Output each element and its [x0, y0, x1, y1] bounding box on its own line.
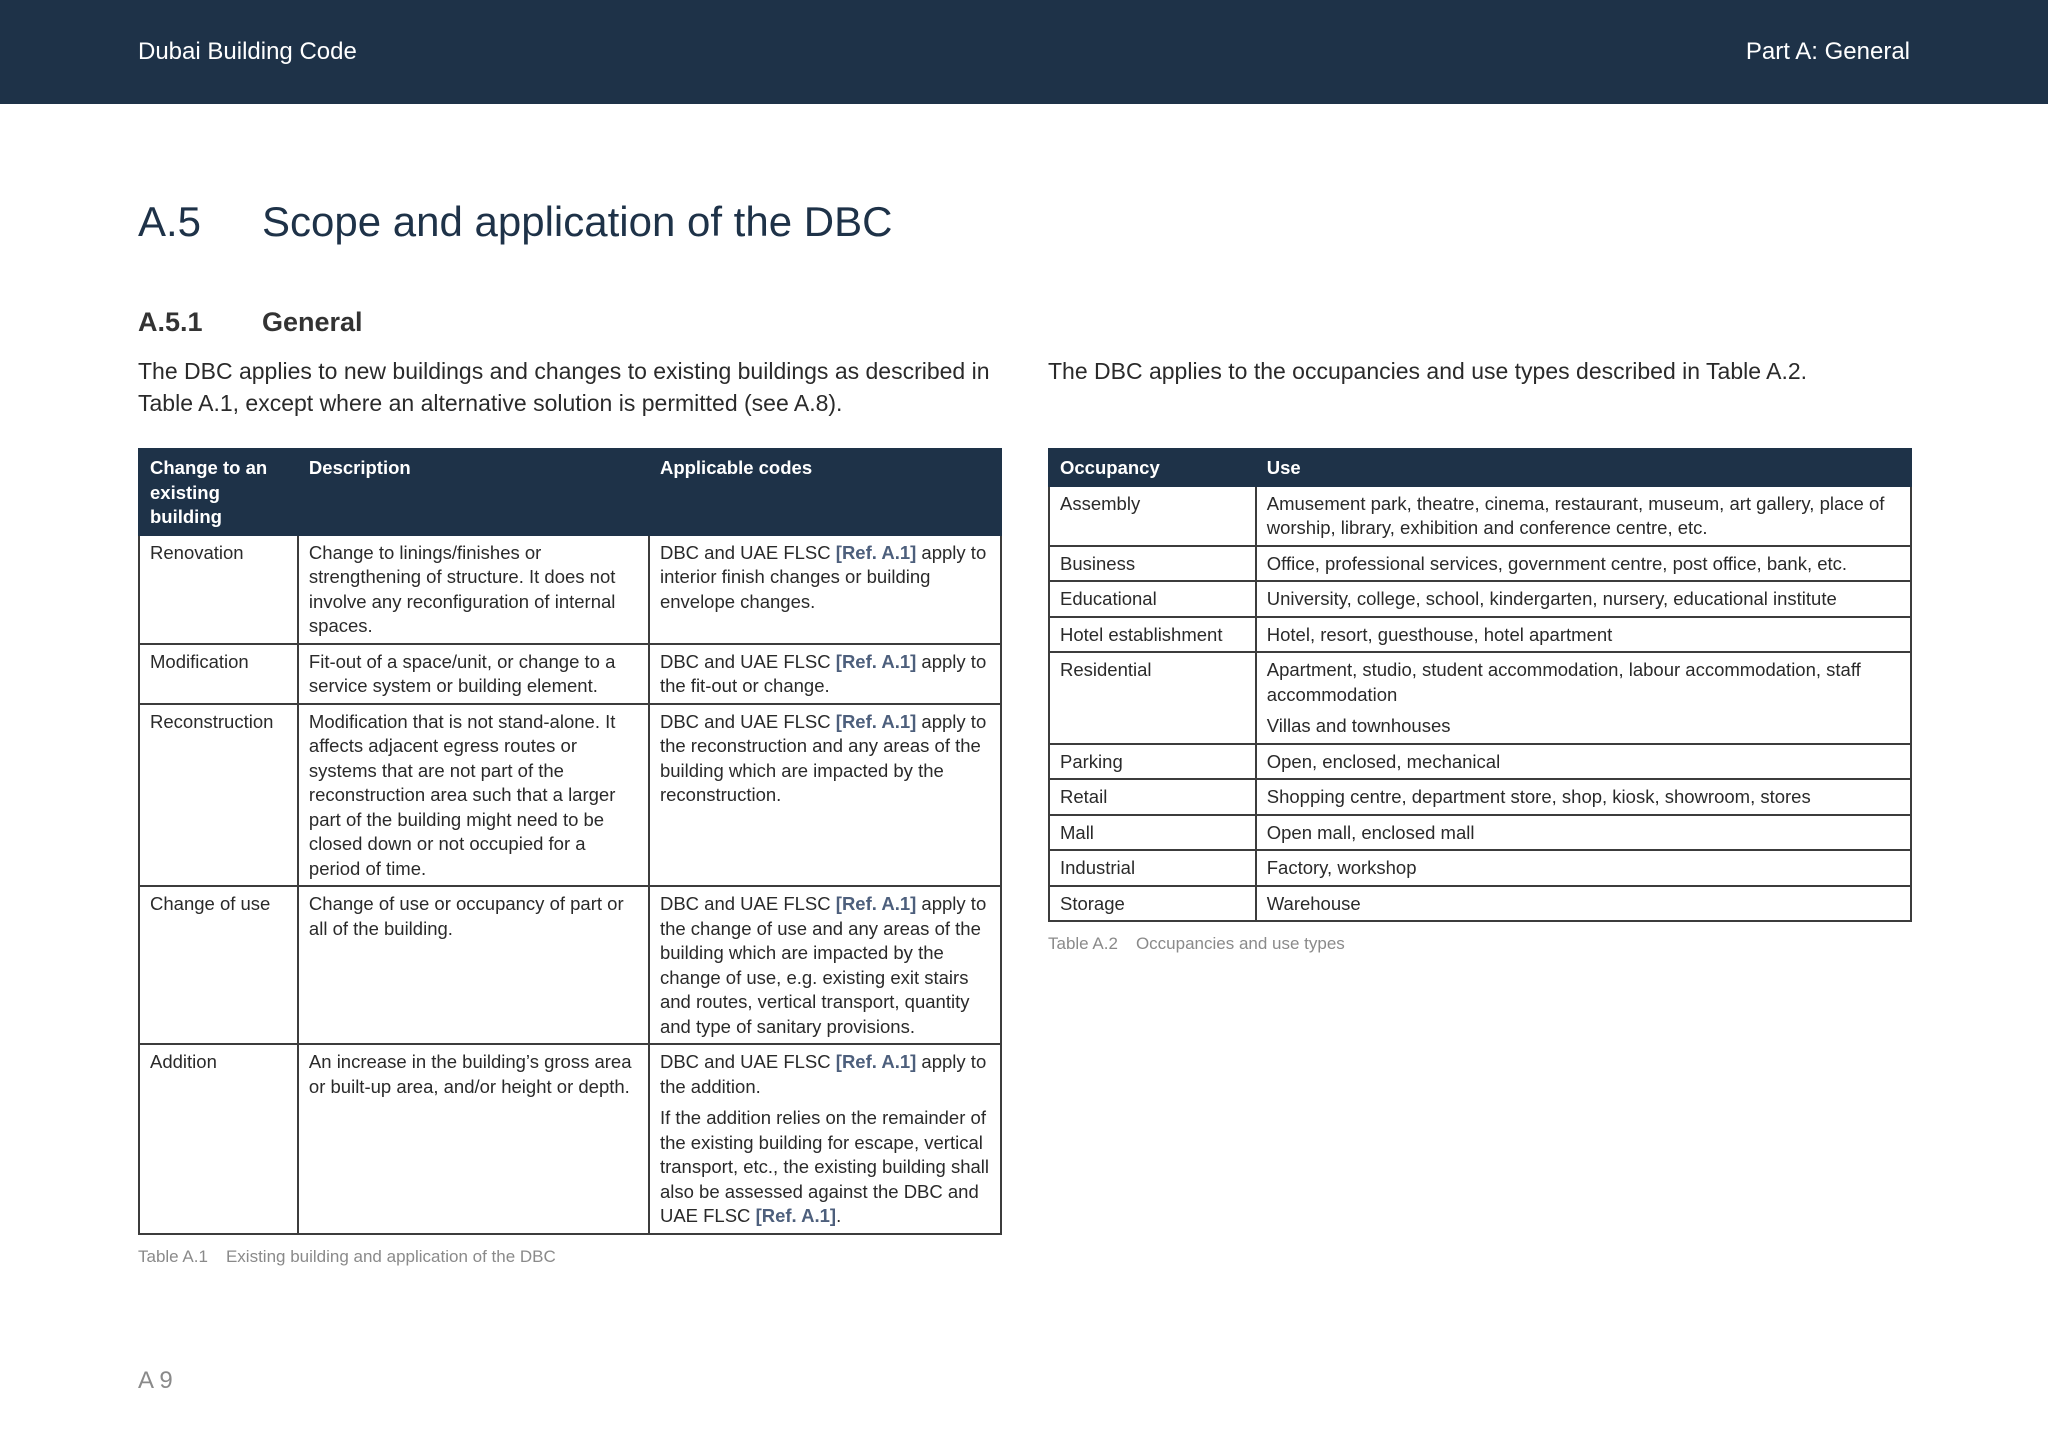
codes-cell [649, 1044, 1001, 1234]
table-row [139, 886, 1001, 1044]
codes-paragraph [660, 1106, 990, 1229]
description-cell: An increase in the building’s gross area or built-up area, and/or height or depth. [298, 1044, 649, 1234]
use-paragraph: Apartment, studio, student accommodation, labour accommodation, staff accommodation [1266, 659, 1861, 705]
use-cell: University, college, school, kindergarten, nursery, educational institute [1256, 581, 1911, 617]
table-row [1049, 486, 1911, 546]
document-title: Dubai Building Code [138, 38, 357, 65]
reference-link: [Ref. A.1] [835, 1051, 917, 1072]
change-cell: Renovation [139, 535, 298, 644]
table-header-row [1049, 449, 1911, 486]
part-title: Part A: General [1745, 38, 1910, 65]
occupancy-cell: Mall [1049, 815, 1256, 851]
table-header-row [139, 449, 1001, 535]
use-cell: Open, enclosed, mechanical [1256, 744, 1911, 780]
caption-number: Table A.1 [138, 1247, 208, 1266]
use-paragraph: Villas and townhouses [1266, 715, 1451, 736]
reference-link: [Ref. A.1] [835, 893, 917, 914]
codes-text: apply to the change of use and any areas of the building which are impacted by the change of use, e.g. existing exit stairs and routes, vertical transport, quantity and type of sanitary provisions. [659, 893, 987, 1037]
table-row [1049, 617, 1911, 653]
description-cell: Fit-out of a space/unit, or change to a service system or building element. [298, 644, 649, 704]
column-header-occupancy: Occupancy [1049, 449, 1256, 486]
reference-link: [Ref. A.1] [835, 650, 917, 672]
codes-text: apply to the fit-out or change. [659, 650, 987, 696]
table-row [1049, 546, 1911, 582]
subsection-title: General [262, 307, 363, 337]
codes-text: apply to interior finish changes or building envelope changes. [659, 541, 987, 612]
table-row [139, 535, 1001, 644]
description-cell: Change to linings/finishes or strengthening of structure. It does not involve any reconfiguration of internal spaces. [298, 535, 649, 644]
codes-text: DBC and UAE FLSC [659, 893, 836, 914]
table-row [1049, 850, 1911, 886]
occupancies-table [1048, 448, 1912, 922]
use-cell: Amusement park, theatre, cinema, restaurant, museum, art gallery, place of worship, library, exhibition and conference centre, etc. [1256, 486, 1911, 546]
codes-text: DBC and UAE FLSC [659, 541, 836, 563]
codes-cell [649, 644, 1001, 704]
use-cell: Open mall, enclosed mall [1256, 815, 1911, 851]
table-row [1049, 652, 1911, 744]
column-header-description: Description [298, 449, 649, 535]
occupancy-cell: Hotel establishment [1049, 617, 1256, 653]
change-cell: Modification [139, 644, 298, 704]
reference-link: [Ref. A.1] [835, 710, 917, 732]
description-cell: Modification that is not stand-alone. It affects adjacent egress routes or systems that are not part of the reconstruction area such that a larger part of the building might need to be closed down or not occupied for a period of time. [298, 704, 649, 887]
subsection-heading [138, 307, 363, 338]
subsection-number: A.5.1 [138, 307, 203, 337]
table-row [1049, 779, 1911, 815]
table-a1-caption [138, 1247, 556, 1267]
change-cell: Addition [139, 1044, 298, 1234]
codes-cell [649, 704, 1001, 887]
column-header-change: Change to an existing building [139, 449, 298, 535]
section-title: Scope and application of the DBC [262, 198, 893, 245]
intro-paragraph-right: The DBC applies to the occupancies and use types described in Table A.2. [1048, 358, 1808, 384]
table-row [139, 704, 1001, 887]
table-row [139, 644, 1001, 704]
use-cell: Hotel, resort, guesthouse, hotel apartment [1256, 617, 1911, 653]
caption-text: Existing building and application of the DBC [225, 1247, 556, 1266]
column-header-use: Use [1256, 449, 1911, 486]
codes-text: apply to the addition. [659, 1051, 987, 1097]
occupancy-cell: Storage [1049, 886, 1256, 922]
table-row [1049, 886, 1911, 922]
occupancy-cell: Residential [1049, 652, 1256, 744]
codes-paragraph [660, 1050, 990, 1099]
codes-cell [649, 535, 1001, 644]
caption-text: Occupancies and use types [1135, 934, 1345, 953]
use-cell: Factory, workshop [1256, 850, 1911, 886]
existing-building-table [138, 448, 1002, 1235]
description-cell: Change of use or occupancy of part or all of the building. [298, 886, 649, 1044]
codes-text: DBC and UAE FLSC [659, 650, 836, 672]
reference-link: [Ref. A.1] [755, 1205, 837, 1226]
section-number: A.5 [138, 198, 202, 245]
occupancy-cell: Retail [1049, 779, 1256, 815]
use-cell: Warehouse [1256, 886, 1911, 922]
table-row [1049, 744, 1911, 780]
change-cell: Reconstruction [139, 704, 298, 887]
caption-number: Table A.2 [1048, 934, 1118, 953]
codes-text: apply to the reconstruction and any areas of the building which are impacted by the reconstruction. [659, 710, 987, 805]
codes-text: . [836, 1205, 842, 1226]
column-header-codes: Applicable codes [649, 449, 1001, 535]
occupancy-cell: Educational [1049, 581, 1256, 617]
codes-text: DBC and UAE FLSC [659, 710, 836, 732]
occupancy-cell: Parking [1049, 744, 1256, 780]
occupancy-cell: Business [1049, 546, 1256, 582]
page-header-bar [0, 0, 2048, 104]
section-heading [138, 198, 892, 246]
occupancy-cell: Assembly [1049, 486, 1256, 546]
codes-text: DBC and UAE FLSC [659, 1051, 836, 1072]
use-cell: Shopping centre, department store, shop, kiosk, showroom, stores [1256, 779, 1911, 815]
codes-text: If the addition relies on the remainder of the existing building for escape, vertical transport, etc., the existing building shall also be assessed against the DBC and UAE FLSC [659, 1107, 990, 1226]
table-a2-caption [1048, 934, 1345, 954]
change-cell: Change of use [139, 886, 298, 1044]
reference-link: [Ref. A.1] [835, 541, 917, 563]
use-cell [1256, 652, 1911, 744]
occupancy-cell: Industrial [1049, 850, 1256, 886]
page-number: A 9 [138, 1367, 173, 1394]
use-cell: Office, professional services, government centre, post office, bank, etc. [1256, 546, 1911, 582]
table-row [1049, 815, 1911, 851]
codes-cell [649, 886, 1001, 1044]
table-row [1049, 581, 1911, 617]
intro-paragraph-left: The DBC applies to new buildings and changes to existing buildings as described in Table A.1, except where an alternative solution is permitted (see A.8). [138, 358, 990, 416]
table-row [139, 1044, 1001, 1234]
